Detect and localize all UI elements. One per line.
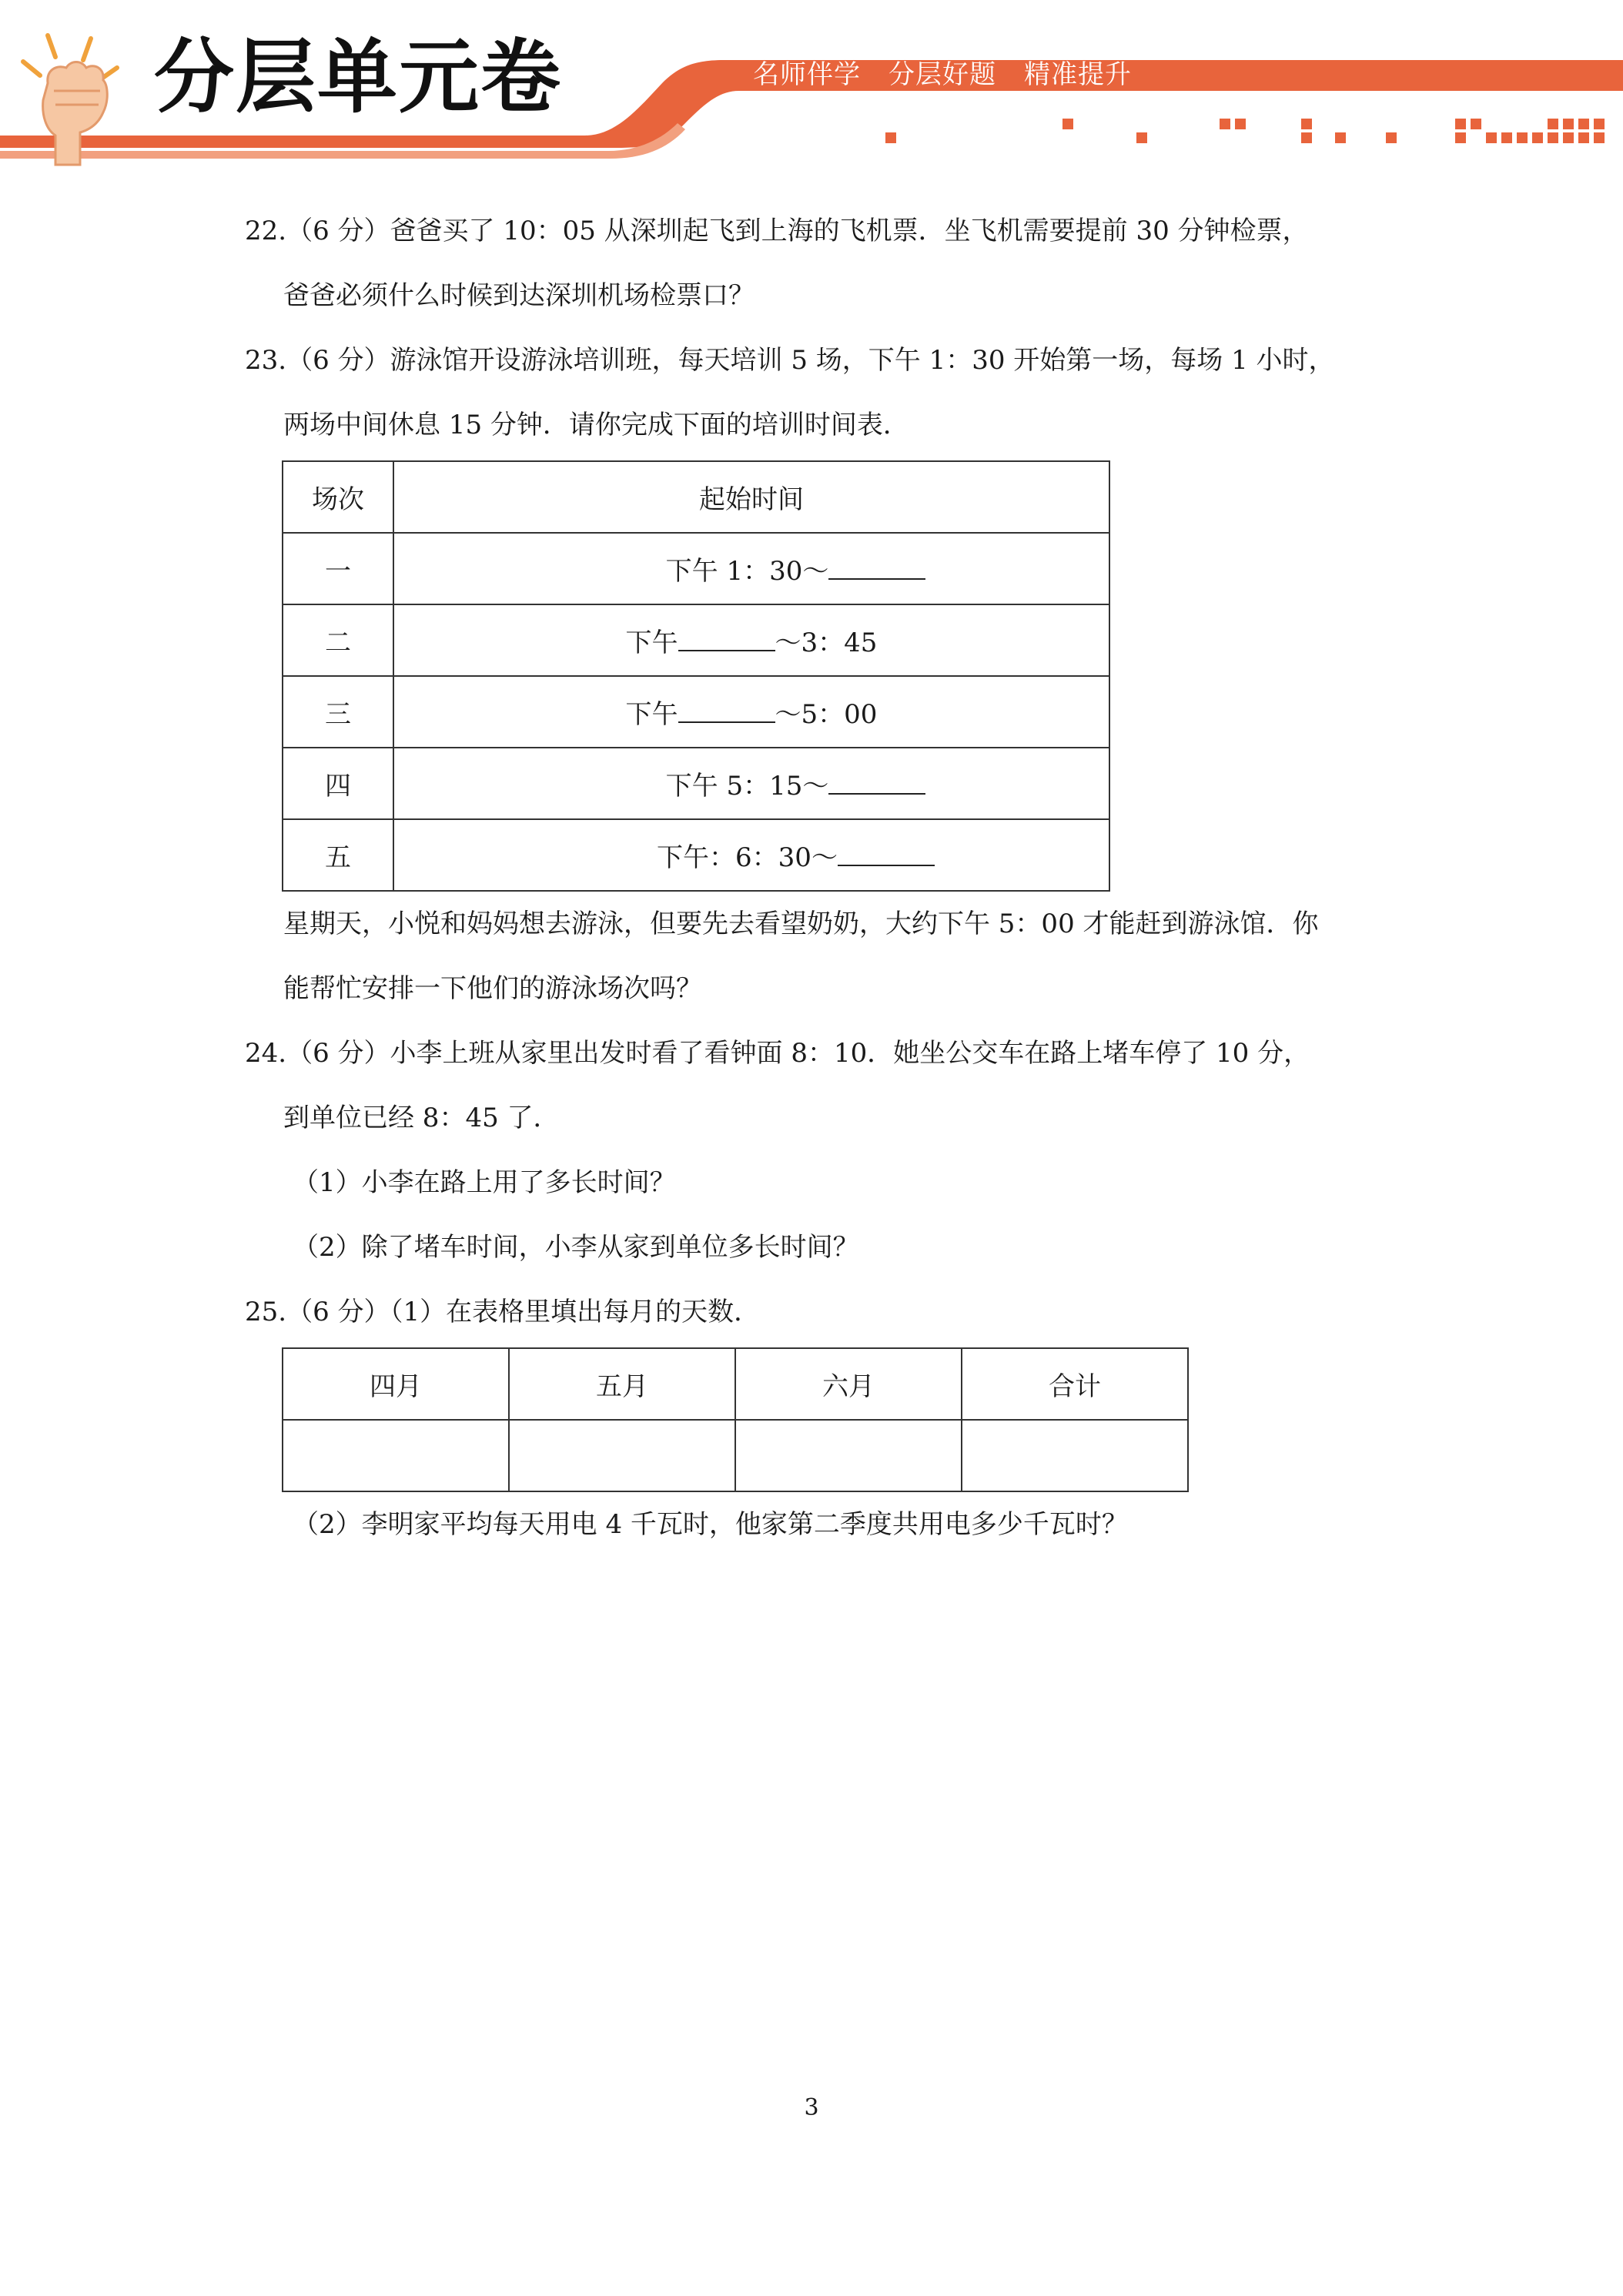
table-row: [283, 533, 1109, 604]
page-content: [245, 199, 1384, 1557]
table-row: [283, 819, 1109, 891]
answer-cell-total[interactable]: [962, 1420, 1188, 1491]
q23-line-3: 星期天，小悦和妈妈想去游泳，但要先去看望奶奶，大约下午 5：00 才能赶到游泳馆．你: [283, 909, 1319, 939]
answer-blank[interactable]: [828, 555, 925, 580]
q24-sub-2: （2）除了堵车时间，小李从家到单位多长时间？: [293, 1232, 859, 1263]
q23-line-1: 23.（6 分）游泳馆开设游泳培训班，每天培训 5 场，下午 1：30 开始第一场，每场 1 小时，: [245, 345, 1335, 376]
time-before: 下午：6：30～: [657, 842, 838, 873]
time-cell: [393, 676, 1109, 748]
table-header-row: [283, 1348, 1188, 1420]
table-row: [283, 676, 1109, 748]
header-session: 场次: [283, 461, 393, 533]
answer-blank[interactable]: [838, 842, 935, 866]
training-schedule-table: [282, 460, 1110, 892]
q23-line-4: 能帮忙安排一下他们的游泳场次吗？: [283, 973, 702, 1004]
time-after: ～5：00: [775, 699, 878, 730]
session-cell: 四: [283, 748, 393, 819]
header-time: [393, 461, 1109, 533]
time-cell: [393, 604, 1109, 676]
answer-blank[interactable]: [828, 770, 925, 795]
header-april: 四月: [283, 1348, 509, 1420]
time-cell: [393, 533, 1109, 604]
table-row: [283, 748, 1109, 819]
answer-cell-may[interactable]: [509, 1420, 735, 1491]
time-cell: [393, 819, 1109, 891]
header-total: 合计: [962, 1348, 1188, 1420]
q23-line-2: 两场中间休息 15 分钟．请你完成下面的培训时间表．: [283, 410, 909, 440]
session-cell: 一: [283, 533, 393, 604]
answer-blank[interactable]: [678, 627, 775, 651]
page-header: [0, 0, 1623, 169]
brand-title: 分层单元卷: [154, 30, 563, 124]
page-number: 3: [804, 2094, 819, 2121]
time-before: 下午 1：30～: [665, 556, 829, 587]
time-cell: [393, 748, 1109, 819]
session-cell: 五: [283, 819, 393, 891]
q25-sub-2: （2）李明家平均每天用电 4 千瓦时，他家第二季度共用电多少千瓦时？: [293, 1509, 1128, 1540]
q24-sub-1: （1）小李在路上用了多长时间？: [293, 1167, 676, 1198]
header-may: 五月: [509, 1348, 735, 1420]
q22-line-2: 爸爸必须什么时候到达深圳机场检票口？: [283, 280, 755, 311]
q22-line-1: 22.（6 分）爸爸买了 10：05 从深圳起飞到上海的飞机票．坐飞机需要提前 30 分钟检票，: [245, 216, 1309, 246]
time-after: ～3：45: [775, 628, 878, 658]
slogan-3: 精准提升: [1024, 59, 1132, 90]
q24-line-1: 24.（6 分）小李上班从家里出发时看了看钟面 8：10．她坐公交车在路上堵车停了 10 分，: [245, 1038, 1310, 1069]
session-cell: 二: [283, 604, 393, 676]
time-before: 下午: [625, 628, 678, 658]
time-before: 下午 5：15～: [665, 771, 829, 802]
q25-line-1: 25.（6 分）（1）在表格里填出每月的天数．: [245, 1297, 761, 1327]
answer-blank[interactable]: [678, 698, 775, 723]
slogan-1: 名师伴学: [753, 59, 861, 90]
time-before: 下午: [625, 699, 678, 730]
answer-cell-june[interactable]: [735, 1420, 962, 1491]
header-slogan: [753, 59, 1160, 90]
header-time-label: 起始时间: [699, 484, 804, 515]
decorative-squares: [885, 119, 1605, 143]
month-days-table: [282, 1347, 1189, 1492]
table-row: [283, 604, 1109, 676]
table-header-row: [283, 461, 1109, 533]
session-cell: 三: [283, 676, 393, 748]
answer-cell-april[interactable]: [283, 1420, 509, 1491]
table-row: [283, 1420, 1188, 1491]
header-june: 六月: [735, 1348, 962, 1420]
slogan-2: 分层好题: [888, 59, 996, 90]
q24-line-2: 到单位已经 8：45 了．: [283, 1103, 560, 1133]
